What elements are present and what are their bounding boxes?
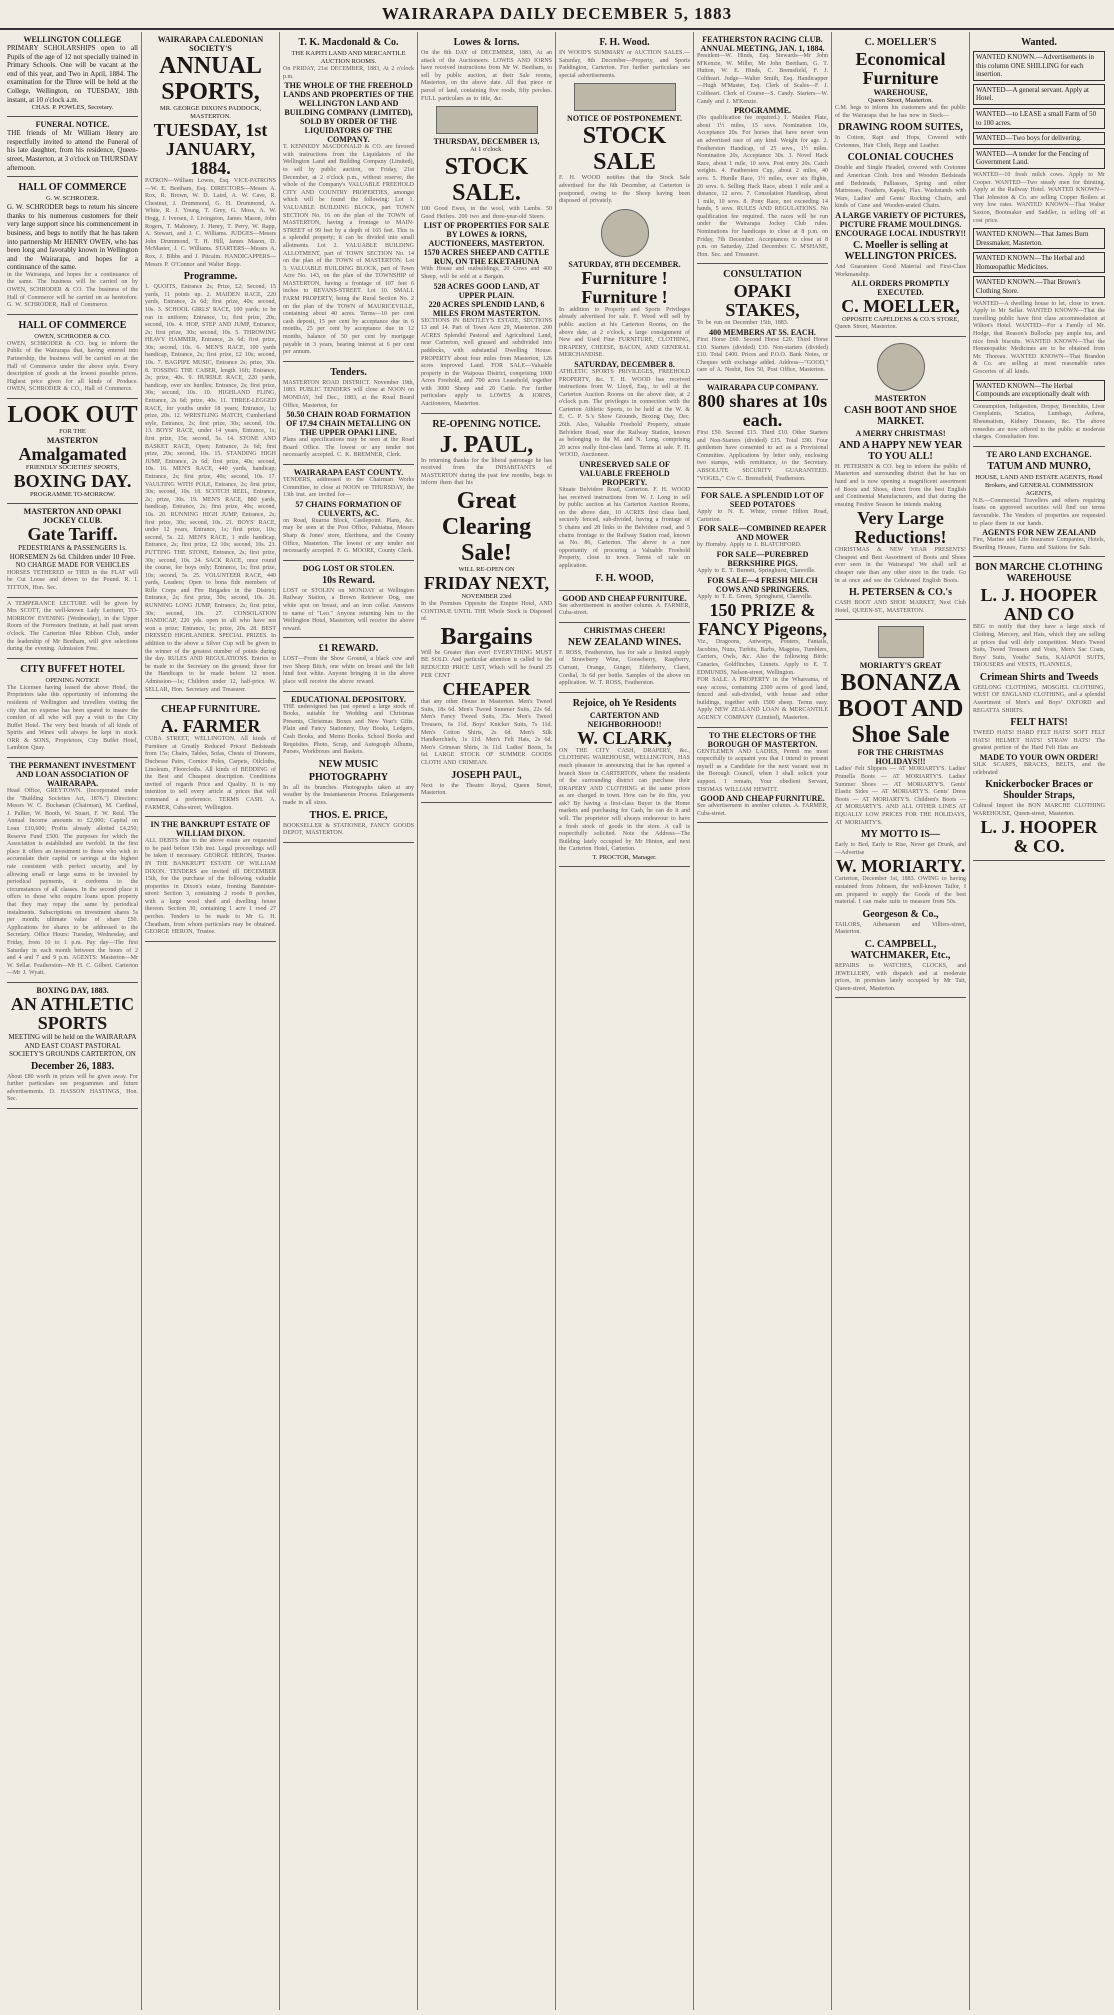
clark-name: W. CLARK, bbox=[577, 727, 672, 748]
ad-funeral bbox=[7, 117, 138, 177]
featherston-head: FEATHERSTON RACING CLUB. bbox=[702, 35, 823, 44]
acres-1: 1570 ACRES SHEEP AND CATTLE RUN, ON THE EKETAHUNA bbox=[423, 248, 550, 267]
ad-tenders: Tenders. MASTERTON ROAD DISTRICT. November 19th, 1883. PUBLIC TENDERS will close at NOON on MONDAY, 3rd Dec., 1883, at the Road Board Office, Masterton, for 50.50 CHAIN ROAD FORMATION OF 17.94 CHAIN METALLING ON THE UPPER OPAKI LINE. Plans and specifications may be seen at the Road Board Office. The lowest or any tender not necessarily accepted. C. K. BREMNER, Clerk. bbox=[283, 362, 414, 465]
ad-permanent-investment: THE PERMANENT INVESTMENT AND LOAN ASSOCIATION OF WAIRARAPA. Head Office, GREYTOWN. (Incorporated under the "Building Societies Act, 1876.") Directors: Messrs W. C. Buchanan (Chairman), M. Cardinal, J. Pallier, W. Booth, W. Stuart, F. W. Reid. The Annual Income amounts to £2,000; Capital on Loan £10,600; Profits already allotted £4,250; Reserve Fund £500. The purposes for which the Association is established are twofold. In the first place it offers an investment to those who wish to accumulate their capital or savings at the highest rate consistent with perfect security, and by allowing small or large sums to be invested by periodical payments, it conforms to the circumstances of all classes. In the second place it offers to those who require loans upon property that they may repay the same by periodical instalments. Subscriptions on investment shares 5s per month; ultimate value of share £50. Applications for shares to be addressed to the Secretary. Office Hours: Tuesday, Wednesday, and Friday, from 10 to 1 p.m. Pay day—The first Saturday in each month between the hours of 2 and 4 and 7 and 9 p.m. AGENTS: Masterton—Mr W. Sellar. Featherston—Mr H. C. Gilbert. Carterton—Mr J. Wyatt. bbox=[7, 758, 138, 983]
fh-saturday: SATURDAY, 8TH DECEMBER. bbox=[568, 259, 681, 269]
ad-cheap-furniture: CHEAP FURNITURE. A. FARMER CUBA STREET, WELLINGTON. All kinds of Furniture at Greatly Reduced Prices! Bedsteads from 15s; Chairs, Tables, Sofas, Chests of Drawers, Duchesse Pairs, Cornice Poles, Carpets, Oilcloths, Linoleum, Floorcloths. All kinds of BEDDING of the Best and Cheapest description. Conditions invited of regards Price and Quality. It is my intention to sell every article at prices that will command a preference. TERMS CASH. A. FARMER, Cuba-street, Wellington. bbox=[145, 699, 276, 817]
wanted-head: Wanted. bbox=[1021, 37, 1057, 48]
macdonald-whole: THE WHOLE OF THE FREEHOLD LANDS AND PROPERTIES OF THE WELLINGTON LAND AND BUILDING COMPANY (LIMITED), SOLD BY ORDER OF THE LIQUIDATORS OF THE COMPANY. bbox=[283, 81, 414, 145]
boot-illustration bbox=[877, 343, 925, 391]
jockey-title: MASTERTON AND OPAKI JOCKEY CLUB. bbox=[23, 507, 122, 525]
ad-moriarty: MORIARTY'S GREAT BONANZA BOOT AND Shoe Sale FOR THE CHRISTMAS HOLIDAYS!!! Ladies' Felt Slippers — AT MORIARTY'S. Ladies' Prunella Boots — AT MORIARTY'S. Ladies' Summer Shoes — AT MORIARTY'S. Gents' Elastic Sides — AT MORIARTY'S. Gents' Dress Boots — AT MORIARTY'S. Children's Boots — AT MORIARTY'S. AND ALL OTHER LINES AT EQUALLY LOW PRICES FOR THE HOLIDAYS, AT MORIARTY'S. MY MOTTO IS— Early to Bed, Early to Rise, Never get Drunk, and—Advertise W. MORIARTY. Carterton, December 1st, 1883. OWING to having sustained from Johnson, the well-known Tailor, I am prepared to supply the Goods of the best material. I can make suits to measure from 50s. Georgeson & Co., TAILORS, Athenaeum and Villiers-street, Masterton. C. CAMPBELL, WATCHMAKER, Etc., REPAIRS to WATCHES, CLOCKS, and JEWELLERY, with dispatch and at moderate prices, in premises lately occupied by Mr Tait, Queen-street, Masterton. bbox=[835, 620, 966, 998]
prize-pigeons: 150 PRIZE & FANCY Pigeons, bbox=[698, 600, 827, 640]
knickerbocker: Knickerbocker Braces or Shoulder Straps, bbox=[985, 779, 1093, 802]
wanted-5 bbox=[973, 148, 1105, 169]
hooper-sign: L. J. HOOPER & CO. bbox=[980, 817, 1098, 857]
ad-macdonald: T. K. Macdonald & Co. THE KAPITI LAND AND MERCANTILE AUCTION ROOMS. On FRIDAY, 21st DECEMBER, 1883, At 2 o'clock p.m. THE WHOLE OF THE FREEHOLD LANDS AND PROPERTIES OF THE WELLINGTON LAND AND BUILDING COMPANY (LIMITED), SOLD BY ORDER OF THE LIQUIDATORS OF THE COMPANY. T. KENNEDY MACDONALD & CO. are favored with instructions from the Liquidators of the Wellington Land and Building Company (Limited), to sell by public auction, on Friday, 21st December, at 2 o'clock p.m., without reserve, the whole of the Company's VALUABLE FREEHOLD CITY AND COUNTRY PROPERTIES, amongst which will be found the following: Lot 1. VALUABLE BUILDING BLOCK, part TOWN SECTION No. 16 on the plan of the TOWN of MASTERTON, having a frontage to MAIN-STREET of 99 feet by a depth of 165 feet. This is a splendid property; it can be divided into small allotments. Lot 2. VALUABLE BUILDING ALLOTMENT, part of TOWN SECTION No. 14 on the plan of the TOWN of MASTERTON. Lot 3. VALUABLE BUILDING BLOCK, part of Town Acre No. 143, on the plan of the TOWNSHIP of MASTERTON, having a frontage of 107 feet 6 inches to REVANS-STREET. Lot 10. SMALL FARM PROPERTY, being the Rural Section No. 2 on the plan of the TOWN of MAURICEVILLE, containing about 40 acres. Terms—10 per cent cash deposit, 15 per cent by acceptance due in 6 months, 25 per cent by acceptance due in 12 months, balance of 50 per cent by mortgage payable in 3 years, bearing interest at 6 per cent per annum. bbox=[283, 32, 414, 362]
merry-christmas: A MERRY CHRISTMAS! bbox=[855, 428, 946, 438]
edu-title: EDUCATIONAL DEPOSITORY. bbox=[291, 694, 406, 704]
acres-2: 528 ACRES GOOD LAND, AT UPPER PLAIN. bbox=[433, 281, 540, 300]
paul-name: J. PAUL, bbox=[439, 431, 534, 458]
wanted-2 bbox=[973, 84, 1105, 105]
ad-featherston-racing: FEATHERSTON RACING CLUB. ANNUAL MEETING, JAN. 1, 1884. President—W. Hinds, Esq. Stewards—Mr John M'Kenzie, W. Miller, Mr John Beetham, G. T. Hutton, W. E. Hinds, C. Bremsfield, F. J. Coltheart. Judge—Walter Smith, Esq. Handicapper—Hugh M'Master, Esq. Clerk of Scales—F. J. Coltheart. Clerk of Course—S. Candy. Starters—W. Candy and J. M'Kenzie. PROGRAMME. (No qualification fee required.) 1. Maiden Plate, about 1½ miles, 15 sovs. Nomination 10s, Acceptance 20s. For horses that have never won an advertised race of any kind. Weight for age. 2. Featherston Handicap, of 25 sovs., 1½ miles. Nomination 20s, Acceptance 30s. 3. Novel Hack Race, about 1 mile, 10 sovs. Post entry 20s. Catch weights. 4. Featherston Cup, about 2 miles, 40 sovs. 5. Hurdle Race, 1½ miles, over six flights, 20 sovs. 6. Selling Hack Race, about 1 mile and a distance, 12 sovs. 7. Consolation Handicap, about 1 mile, 10 sovs. 8. Pony Race, not exceeding 14 hands, 5 sovs. RULES AND REGULATIONS. No qualification fee required. The races will be run under the Wairarapa Jockey Club rules. Nominations for handicaps to close at 8 p.m. on Friday, 7th December. Acceptances to close at 8 p.m. on Saturday, 22nd December. C. M'SHANE, Hon. Sec. and Treasurer. bbox=[697, 32, 828, 264]
colonial-couches: COLONIAL COUCHES bbox=[847, 152, 954, 164]
wanted-2-text: WANTED—A general servant. Apply at Hotel. bbox=[976, 85, 1089, 103]
ad-re-opening: RE-OPENING NOTICE. J. PAUL, In returning thanks for the liberal patronage he has received from the INHABITANTS of MASTERTON during the past few months, begs to inform them that his Great Clearing Sale! WILL RE-OPEN ON FRIDAY NEXT, NOVEMBER 23rd In the Premises Opposite the Empire Hotel, AND CONTINUE UNTIL THE Whole Stock is Disposed of. Bargains Will be Greater than ever! EVERYTHING MUST BE SOLD. And particular attention is called to the REDUCED PRICE LIST, Which will be found 25 PER CENT CHEAPER that any other House in Masterton. Men's Tweed Suits, 18s 6d. Men's Tweed Summer Suits, 22s 6d. Men's Fancy Tweed Suits, 35s. Men's Tweed Trousers, 6s 11d. Boys' Knicker Suits, 7s 11d. Men's Cotton Shirts, 2s 6d. Men's Silk Handkerchiefs, 1s 11d. Men's Felt Hats, 2s 6d. Men's Crimean Shirts, 3s 11d. Ladies' Boots, 5s 6d. LARGE STOCK OF SUMMER GOODS CLOTH AND CRIMEAN. JOSEPH PAUL, Next to the Theatre Royal, Queen Street, Masterton. bbox=[421, 414, 552, 803]
annual-sports: ANNUAL SPORTS, bbox=[159, 53, 262, 105]
funeral-body: THE friends of Mr William Henry are respectfully invited to attend the Funeral of his late daughter, from his residence, Queen-street, Masterton, at 3 o'clock on THURSDAY afternoon. bbox=[7, 129, 138, 172]
great: Great bbox=[456, 488, 517, 515]
cheap-furniture-title: CHEAP FURNITURE. bbox=[161, 704, 260, 716]
good-cheap-title-1: GOOD AND CHEAP FURNITURE. bbox=[562, 593, 687, 603]
tender-body: 50.50 CHAIN ROAD FORMATION OF 17.94 CHAIN METALLING ON THE UPPER OPAKI LINE. bbox=[286, 410, 411, 438]
moriarty-illustration bbox=[878, 626, 924, 658]
friday-next: FRIDAY NEXT, bbox=[423, 573, 550, 594]
moriarty-title: MORIARTY'S GREAT bbox=[859, 661, 942, 671]
tatum-name: TATUM AND MUNRO, bbox=[987, 460, 1091, 472]
column-7 bbox=[832, 32, 970, 2010]
column-1 bbox=[4, 32, 142, 2010]
college-sign: CHAS. P. POWLES, Secretary. bbox=[31, 104, 114, 112]
shares-title: 800 shares at 10s each. bbox=[697, 391, 828, 430]
ad-fh-wood: F. H. Wood. IN WOOD'S SUMMARY or AUCTION SALES.—Saturday, 8th December—Property, and Sports Paddington, Carterton. For further particulars see special advertisements. NOTICE OF POSTPONEMENT. STOCK SALE F. H. WOOD notifies that the Stock Sale advertised for the 6th December, at Carterton is postponed, owing to the Sheep having been disposed of privately. SATURDAY, 8TH DECEMBER. Furniture ! Furniture ! In addition to Property and Sports Privileges already advertised for sale. F. Wood will sell by public auction at his Carterton Rooms, on the above date, at 2 o'clock, a large consignment of New and Used Fine FURNITURE, CLOTHING, DRAPERY, CHEESE, BACON, AND GENERAL MERCHANDISE. SATURDAY, DECEMBER 8. ATHLETIC SPORTS PRIVILEGES, FREEHOLD PROPERTY, &c. T. H. WOOD has received instructions from W. Lloyd, Esq., to sell at the Carterton Auction Rooms on the above date, at 2 o'clock p.m. The privileges in connection with the Carterton Athletic Sports, to be held at the W. & E. C. P. S.'s Show Grounds, Boxing Day, Dec. 26th. Also, Valuable Freehold Property, situate Belvidere Road, near the Railway Station, known as belonging to the M. and N. Long, comprising 20 acres really first-class land. Terms at sale. F. H. WOOD, Auctioneer. UNRESERVED SALE OF VALUABLE FREEHOLD PROPERTY. Situate Belvidere Road, Carterton. F. H. WOOD has received instructions from W. J. Long to sell by public auction at his Carterton Auction Rooms, on the above date, 10 ACRES first class land, securely fenced, sub-divided, having a frontage of 5 chains and 28 links to the Belvidere road, and 5 chains frontage to the Railway Station road, known as No. 86, Carterton. The above is a rare opportunity of procuring a Valuable Freehold Property, close to town. Terms of sale on application. F. H. WOOD, bbox=[559, 32, 690, 591]
athletic-date: December 26, 1883. bbox=[30, 1060, 115, 1072]
carterton-neighborhood: CARTERTON AND NEIGHBORHOOD!! bbox=[587, 710, 662, 729]
ad-hall-commerce: HALL OF COMMERCE G. W. SCHRODER. G. W. SCHRODER begs to return his sincere thanks to his numerous customers for their very large support since his commencement in business, and begs to notify that he has taken into partnership Mr HENRY OWEN, who has been long and favorably known in Wellington and the Wairarapa, and hopes for a continuance of the same. in the Wairarapa, and hopes for a continuance of the same. The business will be carried on by OWEN, SCHRODER & CO. The business of the Hall of Commerce will be carried on as heretofore. G. W. SCHRODER, Hall of Commerce. bbox=[7, 177, 138, 315]
fh-stock-sale: STOCK SALE bbox=[582, 123, 667, 176]
motto: MY MOTTO IS— bbox=[861, 829, 940, 841]
ad-educational: EDUCATIONAL DEPOSITORY. THE undersigned has just opened a large stock of Books, suitable for Wedding and Christmas Presents, Christmas Boxes and New Year's Gifts. Plain and Fancy Stationery, Day Books, Ledgers, Cash Books, and Memo Books. School Books and Requisites. Photo, Scrap, and Autograph Albums, Purses, Workboxes and Baskets. NEW MUSIC PHOTOGRAPHY In all its branches. Photographs taken at any weather by the Instantaneous Process. Enlargements made in all sizes. THOS. E. PRICE, BOOKSELLER & STATIONER, FANCY GOODS DEPOT, MASTERTON. bbox=[283, 692, 414, 843]
orders: ALL ORDERS PROMPTLY EXECUTED. bbox=[851, 279, 950, 298]
moeller-opp: OPPOSITE CAPELDENS & CO.'S STORE, bbox=[842, 316, 959, 324]
land-exchange: TE ARO LAND EXCHANGE. bbox=[986, 449, 1092, 459]
ad-bon-marche: BON MARCHE CLOTHING WAREHOUSE L. J. HOOPER AND CO BEG to notify that they have a large stock of Clothing, Mercery, and Hats, which they are selling at prices that will defy competition. Men's Tweed Suits, Tweed Trousers and Vests, Men's Sac Coats, Boys' Suits, Youths' Suits, KAIAPOI SUITS, TROUSERS and VESTS, FLANNELS, Crimean Shirts and Tweeds GEELONG CLOTHING, MOSGIEL CLOTHING, WEST OF ENGLAND CLOTHING, and a splendid Assortment of Men's and Boys' OXFORD and REGATTA SHIRTS. FELT HATS! TWEED HATS! HARD FELT HATS! SOFT FELT HATS! HELMET HATS! STRAW HATS! The greatest portion of the Hard Felt Hats are MADE TO YOUR OWN ORDER! SILK SCARFS, BRACES, BELTS, and the celebrated Knickerbocker Braces or Shoulder Straps, Cultural Import the BON MARCHE CLOTHING WAREHOUSE, Queen-street, Masterton. L. J. HOOPER & CO. bbox=[973, 557, 1105, 861]
electors-title: TO THE ELECTORS OF THE BOROUGH OF MASTERTON. bbox=[707, 730, 818, 749]
ad-rejoice: Rejoice, oh Ye Residents CARTERTON AND NEIGHBORHOOD!! W. CLARK, ON THE CITY CASH, DRAPERY, &c., CLOTHING WAREHOUSE, WELLINGTON, HAS much pleasure in announcing that he has opened a branch Store in CARTERTON, where the residents of the surrounding district can purchase their DRAPERY AND CLOTHING at the same prices as are charged in town. How can he do this, you ask? By having a first-class Buyer in the Home markets and purchasing for Cash, he can do it and will. The proprietor will always endeavour to have a fresh stock of goods in the store. A call is respectfully solicited. Note the Address—The Building lately occupied by Mr Hinton, and next the Carterton Hotel, Carterton. T. PROCTOR, Manager. bbox=[559, 693, 690, 867]
permanent-title: THE PERMANENT INVESTMENT AND LOAN ASSOCIATION OF WAIRARAPA. bbox=[9, 761, 136, 789]
encourage: ENCOURAGE LOCAL INDUSTRY!! bbox=[835, 228, 966, 238]
nov-date: NOVEMBER 23rd bbox=[461, 593, 512, 601]
postponement: NOTICE OF POSTPONEMENT. bbox=[567, 114, 682, 124]
own-order: MADE TO YOUR OWN ORDER! bbox=[979, 753, 1099, 763]
cash-boot-title: CASH BOOT AND SHOE MARKET. bbox=[844, 404, 957, 427]
ad-dog-lost: DOG LOST OR STOLEN. 10s Reward. LOST or STOLEN on MONDAY at Wellington Railway Station, a Brown Retriever Dog, one white spot on breast, and an iron collar. Answers to name of "Leo." Anyone returning him to the Wellington Hotel, Masterton, will receive the above reward. bbox=[283, 561, 414, 639]
wanted-4-text: WANTED—Two boys for delivering. bbox=[976, 134, 1082, 143]
ad-good-cheap-1: GOOD AND CHEAP FURNITURE. See advertisement in another column. A. FARMER, Cuba-street. bbox=[559, 591, 690, 623]
moeller-selling: C. Moeller is selling at WELLINGTON PRICES. bbox=[844, 239, 957, 262]
ad-wanted: Wanted. WANTED KNOWN.—Advertisements in this column ONE SHILLING for each insertion. WANTED—A general servant. Apply at Hotel. WANTED—to LEASE a small Farm of 50 to 100 acres. WANTED—Two boys for delivering. WANTED—A tender for the Fencing of Government Land. WANTED—10 fresh milch cows. Apply to Mr Cooper. WANTED—Two steady men for thirsting. Apply at the Railway Hotel. WANTED KNOWN—That Johnston & Co. are selling Copper Boilers at very low rates. WANTED KNOWN—That Walter Saxton, Bootmaker and Saddler, is selling off at cost price. WANTED KNOWN—That James Burn Dressmaker, Masterton. WANTED KNOWN—The Herbal and Homœopathic Medicines. WANTED KNOWN.—That Brown's Clothing Store. WANTED—A dwelling house to let, close to town. Apply to Mr Sellar. WANTED KNOWN—That the travelling public have first class accommodation at Wilton's Hotel. WANTED—For a Family of Mr. Hodge, that Reason's Bullocks pay ample tea, and nice fresh biscuits. WANTED KNOWN—That the Homœopathic Medicines are to be obtained from Mr. Thoreau. WANTED KNOWN—That Brandon & Co. are selling at most reasonable rates Groceries of all kinds. WANTED KNOWN—The Herbal Compounds are exceptionally dealt with Consumption, Indigestion, Dropsy, Bronchitis, Liver Complaints, Sciatica, Lumbago, Asthma, Rheumatism, Kidney Diseases, &c. The above remedies are now offered to the public at moderate charges. Consultation free. bbox=[973, 32, 1105, 447]
pictures: A LARGE VARIETY OF PICTURES, PICTURE FRAME MOULDINGS. bbox=[835, 210, 966, 229]
price-name: THOS. E. PRICE, bbox=[309, 809, 388, 821]
wanted-3 bbox=[973, 108, 1105, 129]
lookout-heading: LOOK OUT bbox=[7, 402, 138, 428]
opaki-stakes: OPAKI STAKES, bbox=[725, 281, 800, 321]
column-2 bbox=[142, 32, 280, 2010]
wanted-herbal bbox=[973, 380, 1105, 401]
members-title: 400 MEMBERS AT 5S. EACH. bbox=[709, 328, 816, 338]
hall-sub: G. W. SCHRODER. bbox=[46, 195, 99, 203]
column-5 bbox=[556, 32, 694, 2010]
economical: Economical Furniture bbox=[855, 49, 946, 88]
column-3 bbox=[280, 32, 418, 2010]
column-6 bbox=[694, 32, 832, 2010]
herbal-text: WANTED KNOWN—The Herbal Compounds are exceptionally dealt with bbox=[976, 381, 1090, 399]
college-title: WELLINGTON COLLEGE bbox=[23, 35, 122, 44]
ad-electors: TO THE ELECTORS OF THE BOROUGH OF MASTERTON. GENTLEMEN AND LADIES, Permit me most respectfully to acquaint you that I intend to present myself as a Candidate for the next vacant seat in the Borough Council, when I shall solicit your support. I remain, Your obedient Servant, THOMAS WILLIAM HEWITT. GOOD AND CHEAP FURNITURE. See advertisement in another column. A. FARMER, Cuba-street. bbox=[697, 728, 828, 824]
rejoice-title: Rejoice, oh Ye Residents bbox=[572, 697, 677, 709]
caledonian-head: WAIRARAPA CALEDONIAN SOCIETY'S bbox=[157, 35, 264, 53]
cash-boot-town: MASTERTON bbox=[874, 393, 927, 403]
consultation-title: CONSULTATION bbox=[723, 269, 802, 281]
boxing-day: BOXING DAY. bbox=[13, 471, 132, 491]
wanted-7-text: WANTED KNOWN—The Herbal and Homœopathic Medicines. bbox=[976, 254, 1085, 271]
hall2-sub: OWEN, SCHRODER & CO. bbox=[34, 332, 111, 340]
east-county-title: WAIRARAPA EAST COUNTY. bbox=[293, 467, 404, 477]
programme-tomorrow: PROGRAMME TO-MORROW. bbox=[29, 491, 116, 498]
music-title: NEW MUSIC bbox=[318, 758, 379, 770]
athletic-title: AN ATHLETIC SPORTS bbox=[10, 993, 135, 1033]
georgeson-name: Georgeson & Co., bbox=[862, 908, 939, 920]
wanted-4 bbox=[973, 132, 1105, 145]
wanted-7 bbox=[973, 252, 1105, 273]
athletic-sub: MEETING will be held on the WAIRARAPA AND EAST COAST PASTORAL SOCIETY'S GROUNDS CARTERTON, ON bbox=[8, 1032, 137, 1059]
clearing: Clearing bbox=[441, 514, 532, 541]
hall-title: HALL OF COMMERCE bbox=[18, 182, 127, 194]
bankrupt-title: IN THE BANKRUPT ESTATE OF WILLIAM DIXON. bbox=[150, 820, 271, 839]
racing-programme: PROGRAMME. bbox=[733, 106, 792, 116]
wanted-3-text: WANTED—to LEASE a small Farm of 50 to 100 acres. bbox=[976, 109, 1097, 127]
ad-temperance: A TEMPERANCE LECTURE will be given by Mrs SCOTT, the well-known Lady Lecturer, TO-MORROW EVENING (Wednesday), in the Upper Room of the Forresters Institute, at half past seven o'clock. The Carterton Blue Ribbon Club, under the leadership of Mr Beetham, will give selections during the evening. Admission Free. bbox=[7, 598, 138, 659]
reopen-label: WILL RE-OPEN ON bbox=[458, 566, 515, 574]
ad-east-county: WAIRARAPA EAST COUNTY. TENDERS, addressed to the Chairman Works Committee, to close at NOON on THURSDAY, the 13th inst. are invited for— 57 CHAINS FORMATION OF CULVERTS, &C. on Road, Ruaroa Block, Castlepoint. Plans, &c. may be seen at the Post Office, Pahiatua, Messrs Sharp & Jones' store, Ekethuna, and the County Office, Masterton. The lowest or any tender not necessarily accepted. F. G. MOORE, County Clerk. bbox=[283, 465, 414, 561]
reward2-title: £1 REWARD. bbox=[318, 643, 379, 655]
ad-caledonian: WAIRARAPA CALEDONIAN SOCIETY'S ANNUAL SPORTS, MR. GEORGE DIXON'S PADDOCK, MASTERTON. TUESDAY, 1st JANUARY, 1884. PATRON—William Lowes, Esq. VICE-PATRONS—W. E. Beetham, Esq. DIRECTORS—Messrs A. Rox, R. Brown, W. D. Laird, A. W. Cave, R. Chestnut, J. Drummond, G. H. Drummond, A. White, R. J. Young, T. Grey, G. Moss, A. W. Hogg, J. Iversen, J. Livingston, James Mason, John Rogers, T. Mahoney, J. Henry, T. Perry, W. Rapp, A. Stewart, and J. C. Williams. JUDGES—Messrs John Drummond, T. H. Hill, James Mason, D. McMaster, J. C. Williams. STARTERS—Messrs A. Rox, J. Bibbs and J. Pitcaim. HANDICAPPERS—Messrs P. O'Connor and Walter Bopp. Programme. 1. QUOITS, Entrance 2s; Prize, £2; Second, 15 yards, 11 points up. 2. MAIDEN RACE, 220 yards, Entrance, 2s 6d; first prize, 40s; second, 10s. 3. SCHOOL GIRLS' RACE, 100 yards; to be run in uniform; Entrance, 1s; first prize, 20s; second, 10s. 4. HOP, STEP AND JUMP, Entrance, 2s; first prize, 30s; second, 10s. 5. THROWING HEAVY HAMMER, Entrance, 2s 6d; first prize, 30s; second, 10s. 6. MEN'S RACE, 100 yards handicap, Entrance, 2s; first prize, £2 10s; second, 10s. 7. BAGPIPE MUSIC, Entrance 2s; prize, 30s. 8. TOSSING THE CABER, length 16ft; Entrance, 2s; prize, 40s. 9. HURDLE RACE, 220 yards, handicap, over six hurdles; Entrance, 2s; first prize, 30s; second, 10s. 10. HIGHLAND FLING, Entrance, 2s 6d; prize, 40s. 11. THREE-LEGGED RACE, for youths under 18 years; Entrance, 1s; prize, 20s. 12. WRESTLING MATCH, Cumberland style, Entrance, 2s; first prize, 30s; second, 10s. 13. BOYS' RACE, under 14 years, Entrance, 1s; first prize, 15s; second, 5s. 14. STONE AND BASKET RACE, Open; Entrance, 2s 6d; first prize, 20s; second, 10s. 15. STANDING HIGH JUMP, Entrance, 2s 6d; first prize, 40s; second, 10s. 16. MEN'S RACE, 440 yards, handicap; Entrance, 2s; first prize, 40s; second, 10s. 17. VAULTING WITH POLE, Entrance, 2s; first prize, 30s; second, 10s. 18. SCOTCH REEL, Entrance, 2s; prize, 30s. 19. MEN'S RACE, 880 yards, handicap, Entrance, 2s; first prize, 40s; second, 10s. 20. RUNNING HIGH JUMP, Entrance, 2s; first prize, 30s; second, 10s. 21. BOYS' RACE, under 12 years, Entrance, 1s; first prize, 10s; second, 5s. 22. MEN'S RACE, 1 mile handicap, Entrance, 2s; first prize, £2 10s; second, 10s. 23. PUTTING THE STONE, Entrance, 2s; first prize, 30s; second, 10s. 24. SACK RACE, once round the course, for boys only; Entrance, 1s; first prize, 10s; second, 5s. 25. VOLUNTEER RACE, 440 yards, Leaders; Open to bona fide members of Rifle Corps and Fire Brigades in the District; Entrance, 2s; first prize, 30s; second, 10s. 26. RUNNING LONG JUMP, Entrance, 2s; first prize, 30s; second, 10s. 27. CONSOLATION HANDICAP, 220 yds. open to all who have not won a prize; Entrance, 1s; prize, 20s. 28. BEST DRESSED HIGHLANDER. SPECIAL PRIZES. In addition to the above a Silver Cup will be given to the winner of the greatest number of points during the day. RULES AND REGULATIONS. Entries to be made to the Secretary on the ground; those for the Handicaps to be made before 12 noon. Admission—1s; Children under 12, half-price. W. SELLAR, Hon. Secretary and Treasurer. bbox=[145, 32, 276, 699]
seed-potatoes: FOR SALE. A SPLENDID LOT OF SEED POTATOES bbox=[701, 491, 824, 510]
cattle-illustration bbox=[436, 106, 538, 134]
caledonian-programme: Programme. bbox=[183, 271, 238, 283]
proctor-sign: T. PROCTOR, Manager. bbox=[592, 854, 657, 862]
reaper-mower: FOR SALE—COMBINED REAPER AND MOWER bbox=[698, 524, 827, 543]
buffet-sub: OPENING NOTICE bbox=[45, 676, 100, 684]
wanted-8-text: WANTED KNOWN.—That Brown's Clothing Store. bbox=[976, 278, 1081, 296]
sale: Sale! bbox=[461, 540, 512, 567]
reward-title: 10s Reward. bbox=[322, 574, 375, 586]
ad-tatum-munro: TE ARO LAND EXCHANGE. TATUM AND MUNRO, HOUSE, LAND AND ESTATE AGENTS, Hotel Brokers, and GENERAL COMMISSION AGENTS, N.B.—Commercial Travellers and others requiring loans on approved securities will find our terms favourable. The Vendors of properties are requested to place them in our hands. AGENTS FOR NEW ZEALAND Fire, Marine and Life Insurance Companies, Hotels, Boarding Houses, Farms and Stations for Sale. bbox=[973, 447, 1105, 558]
ad-look-out bbox=[7, 399, 138, 504]
lowes-thursday: THURSDAY, DECEMBER 13, bbox=[433, 137, 540, 147]
moeller-sign: C. MOELLER, bbox=[841, 296, 960, 317]
happy-new-year: AND A HAPPY NEW YEAR TO YOU ALL! bbox=[838, 439, 963, 462]
boxing-1883: BOXING DAY, 1883. bbox=[36, 985, 109, 995]
ad-for-sale-misc: FOR SALE. A SPLENDID LOT OF SEED POTATOES Apply to N. E. White, corner Hilton Road, Carterton. FOR SALE—COMBINED REAPER AND MOWER by Hornsby. Apply to J. BLATCHFORD. FOR SALE—PUREBRED BERKSHIRE PIGS. Apply to E. T. Burnett, Springhurst, Clareville. FOR SALE—4 FRESH MILCH COWS AND SPRINGERS. Apply to T. E. Green, Springhurst, Clareville. 150 PRIZE & FANCY Pigeons, Viz., Dragoons, Antwerps, Pouters, Fantails, Jacobins, Nuns, Turbits, Barbs, Magpies, Tumblers, Carriers, Owls, &c. Also the following Birds: Canaries, Goldfinches, Linnets. Apply to E. T. EDMUNDS, Nelson-street, Wellington. FOR SALE. A PROPERTY in the Whareama, of easy access, containing 2300 acres of good land, fenced and sub-divided, with house and other buildings, together with 1500 sheep. Terms easy. Apply NEW ZEALAND LOAN & MERCANTILE AGENCY COMPANY (Limited), Masterton. bbox=[697, 488, 828, 728]
paul2-name: JOSEPH PAUL, bbox=[451, 769, 522, 781]
property-list-title: LIST OF PROPERTIES FOR SALE BY LOWES & IORNS, AUCTIONEERS, MASTERTON. bbox=[423, 221, 550, 249]
ad-moeller: C. MOELLER'S Economical Furniture WAREHOUSE, Queen Street, Masterton. C.M. begs to inform his customers and the public of the Wairarapa that he has now in Stock— DRAWING ROOM SUITES, In Cotton, Rapt and Hops, Covered with Cretonnes, Hair Cloth, Repp and Leather. COLONIAL COUCHES Double and Single Headed, covered with Cretonne and American Cloth. Iron and Wooden Bedsteads and Bedsteads, Palliasses, Spring and other Mattresses, Feathers, Kapok, Flax. Washstands with Ware, Ladies' and Gents' Rocking Chairs, and kinds of Cane and Wooden-seated Chairs. A LARGE VARIETY OF PICTURES, PICTURE FRAME MOULDINGS. ENCOURAGE LOCAL INDUSTRY!! C. Moeller is selling at WELLINGTON PRICES. And Guarantees Good Material and First-Class Workmanship. ALL ORDERS PROMPTLY EXECUTED. C. MOELLER, OPPOSITE CAPELDENS & CO.'S STORE, Queen Street, Masterton. bbox=[835, 32, 966, 337]
wanted-5-text: WANTED—A tender for the Fencing of Government Land. bbox=[976, 149, 1089, 167]
caledonian-date: TUESDAY, 1st JANUARY, 1884. bbox=[153, 120, 268, 178]
college-body: PRIMARY SCHOLARSHIPS open to all Pupils of the age of 12 not specially trained in Primary Schools. One will be vacant at the end of this year, and Two in April, 1884. The examination for the Three will be held at the College, Wellington, on TUESDAY, 18th instant, at 10 o'clock a.m. bbox=[7, 44, 138, 104]
fh-wood-sign: F. H. WOOD, bbox=[595, 572, 654, 584]
fh-wood-crest bbox=[601, 209, 649, 257]
ad-hall-commerce-2: HALL OF COMMERCE OWEN, SCHRODER & CO. OWEN, SCHRODER & CO. beg to inform the Public of the Wairarapa that, having entered into Partnership, the business will be carried on at the Hall of Commerce under the above style. Every description of goods at the lowest possible prices. Highest price given for all kinds of Produce. OWEN, SCHRODER & CO., Hall of Commerce. bbox=[7, 315, 138, 399]
ad-college bbox=[7, 32, 138, 117]
bargains: Bargains bbox=[440, 623, 533, 650]
friendly-societies: FRIENDLY SOCIETIES' SPORTS, bbox=[25, 464, 120, 471]
fh-saturday-2: SATURDAY, DECEMBER 8. bbox=[574, 359, 675, 369]
stock-sale: STOCK SALE. bbox=[444, 154, 529, 207]
bon-marche-title: BON MARCHE CLOTHING WAREHOUSE bbox=[975, 562, 1103, 585]
ad-lowes-iorns: Lowes & Iorns. On the 8th DAY of DECEMBER, 1883, At an attack of the Auctioneers. LOWES AND IORNS have received instructions from Mr W. Beetham, to sell by public auction, at their Sale rooms, Masterton, on the above date. All that piece or parcel of land, containing five roods, fifty perches. FULL particulars as to title, &c. THURSDAY, DECEMBER 13, At 1 o'clock. STOCK SALE. 100 Good Ewes, in the wool, with Lambs. 50 Good Heifers. 200 two and three-year-old Steers. LIST OF PROPERTIES FOR SALE BY LOWES & IORNS, AUCTIONEERS, MASTERTON. 1570 ACRES SHEEP AND CATTLE RUN, ON THE EKETAHUNA With House and outbuildings, 20 Cows and 400 Sheep, will be sold at a Bargain. 528 ACRES GOOD LAND, AT UPPER PLAIN. 220 ACRES SPLENDID LAND, 6 MILES FROM MASTERTON. SECTIONS IN BENTLEY'S ESTATE, SECTIONS 13 and 14. Part of Town Acre 29, Masterton. 200 ACRES Splendid Pastoral and Agricultural Land, near Carterton, well grassed and subdivided into paddocks, with substantial Dwelling House. PROPERTY about four miles from Masterton, 126 acres improved Land. FOR SALE—Valuable property in the Waipoua District, comprising 1000 Acres Freehold, and 700 acres Leasehold, together with 3000 Sheep and 20 Cattle. For further particulars apply to LOWES & IORNS, Auctioneers, Masterton. bbox=[421, 32, 552, 414]
macdonald-sub: THE KAPITI LAND AND MERCANTILE AUCTION ROOMS. bbox=[291, 50, 406, 65]
ad-one-pound-reward: £1 REWARD. LOST—From the Show Ground, a black cow and two Sheep Bitch, one white on breast and the left hind foot white. Anyone bringing it to the above place will receive the above reward. bbox=[283, 638, 414, 691]
moeller-town: Queen Street, Masterton. bbox=[868, 97, 933, 104]
wanted-6 bbox=[973, 228, 1105, 249]
sheep-illustration bbox=[574, 83, 676, 111]
felt-hats: FELT HATS! bbox=[1010, 717, 1068, 729]
dog-title: DOG LOST OR STOLEN. bbox=[302, 563, 395, 573]
wanted-6-text: WANTED KNOWN—That James Burn Dressmaker, Masterton. bbox=[976, 230, 1089, 247]
drawing-suites: DRAWING ROOM SUITES, bbox=[838, 122, 963, 134]
wanted-8 bbox=[973, 276, 1105, 297]
hall2-title: HALL OF COMMERCE bbox=[18, 319, 127, 331]
gate-body: PEDESTRIANS & PASSENGERS 1s. HORSEMEN 2s 6d. Children under 10 Free. NO CHARGE MADE FOR VEHICLES bbox=[9, 544, 136, 570]
farmer-name: A. FARMER bbox=[160, 716, 261, 737]
ad-christmas-cheer: CHRISTMAS CHEER! NEW ZEALAND WINES. F. ROSS, Featherston, has for sale a limited supply of Strawberry Wine, Gooseberry, Raspberry, Currant, Orange, Ginger, Elderberry, Claret, Cordial, 3s 6d per bottle. Samples of the above on application. W. T. ROSS, Featherston. bbox=[559, 623, 690, 693]
nz-wines: NEW ZEALAND WINES. bbox=[567, 636, 682, 648]
berkshire-pigs: FOR SALE—PUREBRED BERKSHIRE PIGS. bbox=[716, 549, 809, 568]
reductions: Very Large Reductions! bbox=[854, 508, 947, 548]
macdonald-head: T. K. Macdonald & Co. bbox=[298, 37, 399, 48]
ad-athletic-sports: BOXING DAY, 1883. AN ATHLETIC SPORTS MEETING will be held on the WAIRARAPA AND EAST COAST PASTORAL SOCIETY'S GROUNDS CARTERTON, ON December 26, 1883. About £80 worth in prizes will be given away. For further particulars see programmes and future advertisements. D. HASSON HASTINGS, Hon. Sec. bbox=[7, 983, 138, 1109]
cup-company-title: WAIRARAPA CUP COMPANY. bbox=[706, 383, 819, 392]
amalgamated: Amalgamated bbox=[18, 444, 127, 464]
wanted-1-text: WANTED KNOWN.—Advertisements in this column ONE SHILLING for each insertion. bbox=[976, 53, 1095, 79]
lookout-for: FOR THE bbox=[59, 428, 86, 435]
tatum-sub: HOUSE, LAND AND ESTATE AGENTS, Hotel Brokers, and GENERAL COMMISSION AGENTS, bbox=[975, 473, 1103, 497]
lowes-head: Lowes & Iorns. bbox=[453, 37, 520, 48]
gate-tariff: Gate Tariff. bbox=[27, 524, 118, 544]
annual-meeting: ANNUAL MEETING, JAN. 1, 1884. bbox=[700, 44, 825, 53]
masthead: WAIRARAPA DAILY DECEMBER 5, 1883 bbox=[0, 0, 1114, 30]
wanted-1 bbox=[973, 51, 1105, 81]
hall-body: G. W. SCHRODER begs to return his sincere thanks to his numerous customers for their very large support since his commencement in business, and begs to notify that he has taken into partnership Mr HENRY OWEN, who has been long and favorably known in Wellington and the Wairarapa, and hopes for a continuance of the same. bbox=[7, 203, 138, 272]
petersen-sign: H. PETERSEN & CO.'s bbox=[848, 587, 953, 599]
lowes-at: At 1 o'clock. bbox=[469, 146, 504, 154]
newspaper-page bbox=[4, 32, 1110, 2010]
christmas-cheer: CHRISTMAS CHEER! bbox=[583, 625, 666, 635]
photo-title: PHOTOGRAPHY bbox=[308, 771, 389, 783]
tenders-title: Tenders. bbox=[330, 366, 367, 378]
agents-title: AGENTS FOR NEW ZEALAND bbox=[982, 528, 1096, 538]
holidays: FOR THE CHRISTMAS HOLIDAYS!!! bbox=[857, 748, 944, 767]
funeral-title: FUNERAL NOTICE. bbox=[35, 120, 110, 130]
column-4 bbox=[418, 32, 556, 2010]
ad-cash-boot: MASTERTON CASH BOOT AND SHOE MARKET. A MERRY CHRISTMAS! AND A HAPPY NEW YEAR TO YOU ALL! H. PETERSEN & CO. beg to inform the public of Masterton and surrounding district that he has on hand and is now opening a magnificent assortment of Boots and Shoes, direct from the best English and Continental Manufacturers, and that during the ensuing Festive Season he intends making Very Large Reductions! CHRISTMAS & NEW YEAR PRESENTS! Cheapest and Best Assortment of Boots and Shoes ever seen in the Wairarapa! We shall sell at cheaper rate than any other store in the trade. Go in at once and see the Celebrated English Boots. H. PETERSEN & CO.'s CASH BOOT AND SHOE MARKET, Next Club Hotel, QUEEN-ST., MASTERTON. bbox=[835, 337, 966, 621]
bonanza: BONANZA BOOT AND Shoe Sale bbox=[837, 670, 964, 749]
buffet-title: CITY BUFFET HOTEL bbox=[20, 663, 125, 675]
ad-jockey-club: MASTERTON AND OPAKI JOCKEY CLUB. Gate Tariff. PEDESTRIANS & PASSENGERS 1s. HORSEMEN 2s 6d. Children under 10 Free. NO CHARGE MADE FOR VEHICLES HORSES TETHERED or TIED in the FLAT will be Cut Loose and driven to the Pound. R. I. TITTON, Hon. Sec. bbox=[7, 504, 138, 598]
fh-unreserved: UNRESERVED SALE OF VALUABLE FREEHOLD PROPERTY. bbox=[579, 460, 670, 488]
column-8 bbox=[970, 32, 1108, 2010]
moeller-warehouse: WAREHOUSE, bbox=[873, 88, 928, 97]
ad-consultation: CONSULTATION OPAKI STAKES, To be run on December 15th, 1883. 400 MEMBERS AT 5S. EACH. First Horse £60. Second Horse £20. Third Horse £10. Starters (divided) £10. Non-starters (divided) £10. Total £400. Prices and P.O.O. Bank Notes, or Cheques with exchange added. Address—"GOOD," care of A. Nesbit, Box 50, Post Office, Masterton. bbox=[697, 264, 828, 380]
ad-city-buffet: CITY BUFFET HOTEL OPENING NOTICE The Licensee having leased the above Hotel, the Proprietors take this opportunity of informing the residents of Wellington and travellers visiting the city that no expense has been spared to insure the comfort of all who will pay a visit to the City Buffet Hotel. The very best brands of all kinds of Spirits and Wines will always be kept in stock. ORR & SONS, Proprietors, City Buffet Hotel, Lambton Quay. bbox=[7, 659, 138, 758]
acres-3: 220 ACRES SPLENDID LAND, 6 MILES FROM MASTERTON. bbox=[428, 299, 545, 318]
fh-wood-head: F. H. Wood. bbox=[599, 37, 650, 48]
formation-title: 57 CHAINS FORMATION OF CULVERTS, &C. bbox=[295, 499, 402, 518]
ad-cup-company: WAIRARAPA CUP COMPANY. 800 shares at 10s each. First £50. Second £15. Third £10. Other Starters and Non-Starters (divided) £15. Total £90. Four gentlemen have consented to act as a Provisional Committee. Applications by letter only, enclosing two stamps, with remittance, to the Secretary. ABSOLUTE SECURITY GUARANTEED. "VOGEL," C/o C. Bremsfield, Featherston. bbox=[697, 380, 828, 488]
furniture-heading: Furniture ! Furniture ! bbox=[581, 267, 668, 307]
cheaper: CHEAPER bbox=[442, 679, 531, 700]
crimean: Crimean Shirts and Tweeds bbox=[979, 671, 1099, 683]
milch-cows: FOR SALE—4 FRESH MILCH COWS AND SPRINGERS. bbox=[707, 575, 818, 594]
campbell-name: C. CAMPBELL, WATCHMAKER, Etc., bbox=[850, 938, 951, 961]
ad-bankrupt: IN THE BANKRUPT ESTATE OF WILLIAM DIXON. ALL DEBTS due to the above estate are requested to be paid before 15th inst. Legal proceedings will be taken if necessary. GEORGE HERON, Trustee. IN THE BANKRUPT ESTATE OF WILLIAM DIXON. TENDERS are invited till DECEMBER 15th, for the purchase of the following valuable properties in Dixon's estate, fronting Bannister-street: Section 3, containing 2 roods 8 perches, with a large wool shed and dwelling house thereon. Section 30, containing 1 acre 1 rood 27 perches. Tenders to be made to Mr G. H. Cheatham, from whom particulars may be obtained. GEORGE HERON, Trustee. bbox=[145, 817, 276, 942]
caledonian-location: MR. GEORGE DIXON'S PADDOCK, MASTERTON. bbox=[159, 105, 262, 120]
lookout-town: MASTERTON bbox=[46, 436, 99, 445]
moeller-head: C. MOELLER'S bbox=[864, 37, 937, 48]
good-cheap-title-2: GOOD AND CHEAP FURNITURE. bbox=[700, 794, 825, 804]
hooper-title: L. J. HOOPER AND CO bbox=[980, 585, 1098, 625]
moriarty-sign: W. MORIARTY. bbox=[835, 856, 966, 877]
reopening-title: RE-OPENING NOTICE. bbox=[432, 418, 541, 430]
